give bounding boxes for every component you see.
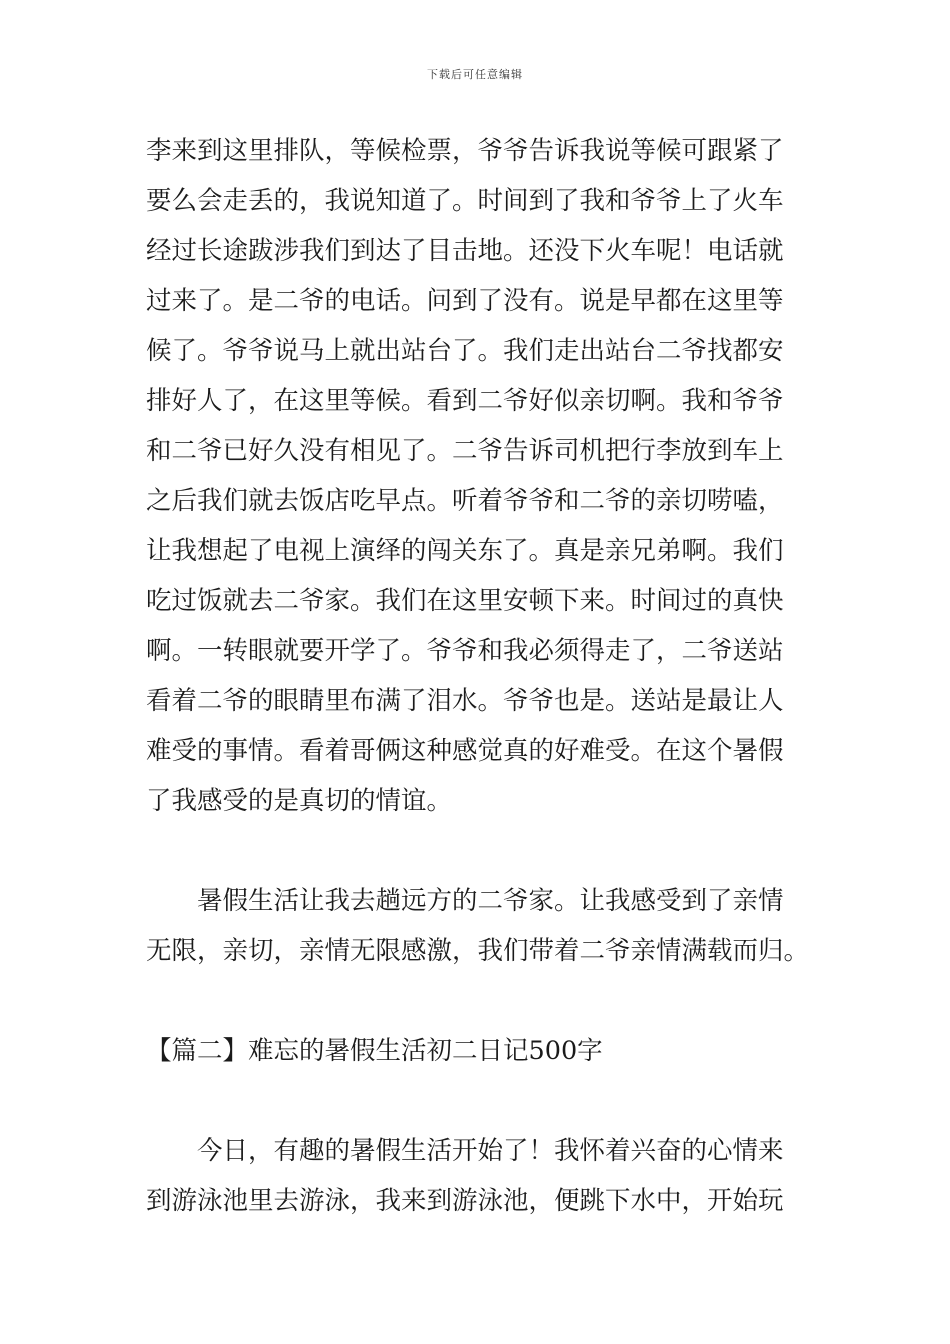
text-line: 无限，亲切，亲情无限感激，我们带着二爷亲情满载而归。 — [146, 936, 810, 966]
paragraph-3 — [146, 1126, 810, 1226]
page-header: 下载后可任意编辑 — [427, 68, 523, 81]
text-line: 暑假生活让我去趟远方的二爷家。让我感受到了亲情 — [146, 886, 784, 916]
section-heading: 【篇二】难忘的暑假生活初二日记500字 — [146, 1036, 603, 1066]
paragraph-spacer — [146, 976, 810, 1026]
text-line: 李来到这里排队，等候检票，爷爷告诉我说等候可跟紧了 — [146, 136, 784, 166]
text-line: 啊。一转眼就要开学了。爷爷和我必须得走了，二爷送站 — [146, 636, 784, 666]
paragraph-spacer — [146, 826, 810, 876]
text-line: 经过长途跋涉我们到达了目击地。还没下火车呢！电话就 — [146, 236, 784, 266]
text-line: 要么会走丢的，我说知道了。时间到了我和爷爷上了火车 — [146, 186, 784, 216]
text-line: 看着二爷的眼睛里布满了泪水。爷爷也是。送站是最让人 — [146, 686, 784, 716]
paragraph-2 — [146, 876, 810, 976]
text-line: 之后我们就去饭店吃早点。听着爷爷和二爷的亲切唠嗑， — [146, 486, 784, 516]
paragraph-spacer — [146, 1076, 810, 1126]
text-line: 吃过饭就去二爷家。我们在这里安顿下来。时间过的真快 — [146, 586, 784, 616]
text-line: 到游泳池里去游泳，我来到游泳池，便跳下水中，开始玩 — [146, 1186, 784, 1216]
text-line: 难受的事情。看着哥俩这种感觉真的好难受。在这个暑假 — [146, 736, 784, 766]
paragraph-1 — [146, 126, 810, 826]
text-line: 了我感受的是真切的情谊。 — [146, 786, 453, 816]
text-line: 排好人了，在这里等候。看到二爷好似亲切啊。我和爷爷 — [146, 386, 784, 416]
text-line: 今日，有趣的暑假生活开始了！我怀着兴奋的心情来 — [146, 1136, 784, 1166]
text-line: 让我想起了电视上演绎的闯关东了。真是亲兄弟啊。我们 — [146, 536, 784, 566]
text-line: 候了。爷爷说马上就出站台了。我们走出站台二爷找都安 — [146, 336, 784, 366]
text-line: 过来了。是二爷的电话。问到了没有。说是早都在这里等 — [146, 286, 784, 316]
text-line: 和二爷已好久没有相见了。二爷告诉司机把行李放到车上 — [146, 436, 784, 466]
document-body — [146, 126, 810, 1226]
